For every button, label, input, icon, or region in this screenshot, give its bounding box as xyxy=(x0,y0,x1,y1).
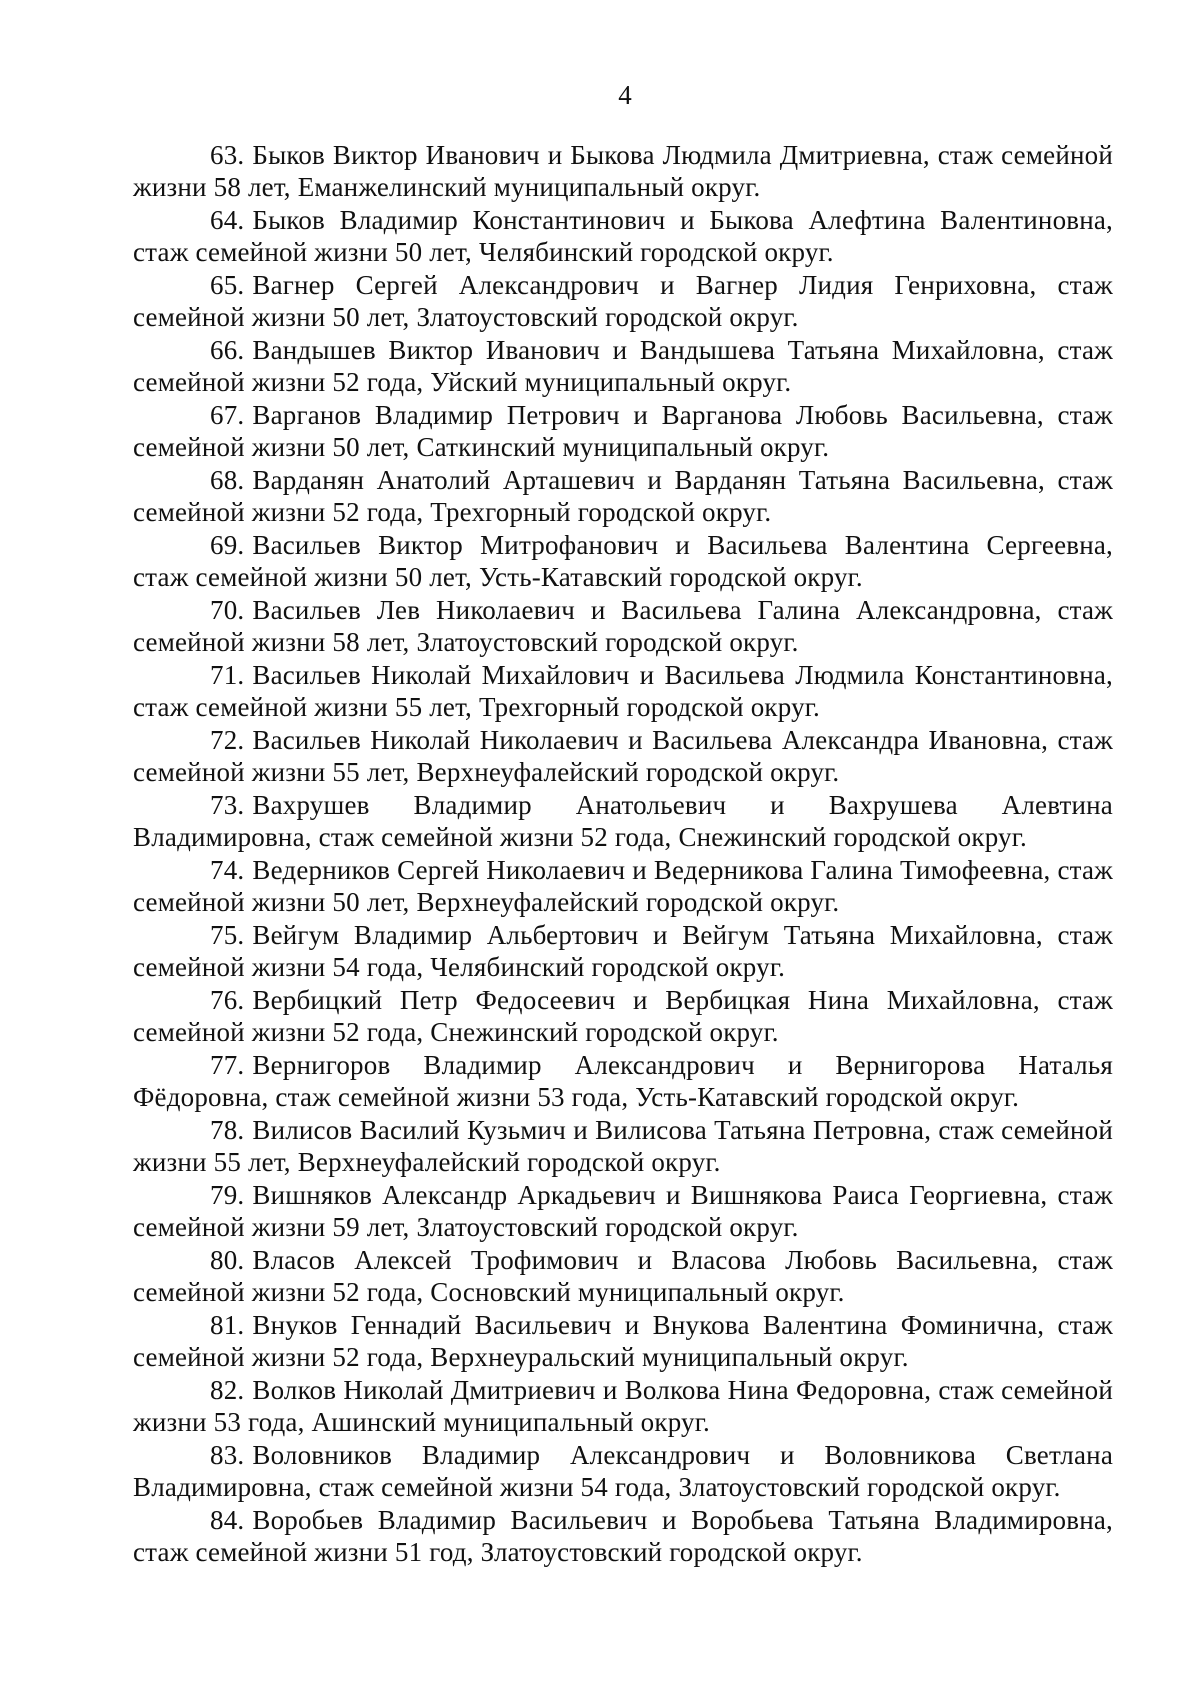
item-text: Воробьев Владимир Васильевич и Воробьева Татьяна Владимировна, стаж семейной жизни 51 год, Златоустовский городской округ. xyxy=(133,1505,1113,1567)
item-number: 65. xyxy=(210,270,245,300)
item-text: Вишняков Александр Аркадьевич и Вишнякова Раиса Георгиевна, стаж семейной жизни 59 лет, Златоустовский городской округ. xyxy=(133,1180,1113,1242)
item-text: Васильев Виктор Митрофанович и Васильева Валентина Сергеевна, стаж семейной жизни 50 лет, Усть-Катавский городской округ. xyxy=(133,530,1113,592)
item-number: 76. xyxy=(210,985,245,1015)
item-text: Власов Алексей Трофимович и Власова Любовь Васильевна, стаж семейной жизни 52 года, Сосновский муниципальный округ. xyxy=(133,1245,1113,1307)
item-number: 66. xyxy=(210,335,245,365)
item-number: 81. xyxy=(210,1310,245,1340)
item-number: 71. xyxy=(210,660,245,690)
item-number: 64. xyxy=(210,205,245,235)
item-text: Ведерников Сергей Николаевич и Ведерникова Галина Тимофеевна, стаж семейной жизни 50 лет, Верхнеуфалейский городской округ. xyxy=(133,855,1113,917)
list-item xyxy=(133,1114,1113,1178)
item-text: Васильев Лев Николаевич и Васильева Галина Александровна, стаж семейной жизни 58 лет, Златоустовский городской округ. xyxy=(133,595,1113,657)
list-item xyxy=(133,724,1113,788)
item-text: Вернигоров Владимир Александрович и Вернигорова Наталья Фёдоровна, стаж семейной жизни 53 года, Усть-Катавский городской округ. xyxy=(133,1050,1113,1112)
list-item xyxy=(133,464,1113,528)
list-item xyxy=(133,659,1113,723)
list-item xyxy=(133,1439,1113,1503)
list-item xyxy=(133,334,1113,398)
list-item xyxy=(133,1179,1113,1243)
item-number: 73. xyxy=(210,790,245,820)
list-item xyxy=(133,1504,1113,1568)
list-item xyxy=(133,269,1113,333)
list-item xyxy=(133,1374,1113,1438)
list-item xyxy=(133,1309,1113,1373)
item-text: Внуков Геннадий Васильевич и Внукова Валентина Фоминична, стаж семейной жизни 52 года, Верхнеуральский муниципальный округ. xyxy=(133,1310,1113,1372)
item-text: Вейгум Владимир Альбертович и Вейгум Татьяна Михайловна, стаж семейной жизни 54 года, Челябинский городской округ. xyxy=(133,920,1113,982)
item-text: Воловников Владимир Александрович и Воловникова Светлана Владимировна, стаж семейной жизни 54 года, Златоустовский городской округ. xyxy=(133,1440,1113,1502)
item-number: 74. xyxy=(210,855,245,885)
item-number: 75. xyxy=(210,920,245,950)
item-text: Вахрушев Владимир Анатольевич и Вахрушева Алевтина Владимировна, стаж семейной жизни 52 года, Снежинский городской округ. xyxy=(133,790,1113,852)
list-item xyxy=(133,789,1113,853)
item-text: Васильев Николай Михайлович и Васильева Людмила Константиновна, стаж семейной жизни 55 лет, Трехгорный городской округ. xyxy=(133,660,1113,722)
item-text: Вандышев Виктор Иванович и Вандышева Татьяна Михайловна, стаж семейной жизни 52 года, Уйский муниципальный округ. xyxy=(133,335,1113,397)
list-item xyxy=(133,1244,1113,1308)
item-number: 72. xyxy=(210,725,245,755)
item-text: Васильев Николай Николаевич и Васильева Александра Ивановна, стаж семейной жизни 55 лет, Верхнеуфалейский городской округ. xyxy=(133,725,1113,787)
item-number: 70. xyxy=(210,595,245,625)
item-text: Варданян Анатолий Арташевич и Варданян Татьяна Васильевна, стаж семейной жизни 52 года, Трехгорный городской округ. xyxy=(133,465,1113,527)
item-number: 69. xyxy=(210,530,245,560)
item-number: 77. xyxy=(210,1050,245,1080)
item-text: Вагнер Сергей Александрович и Вагнер Лидия Генриховна, стаж семейной жизни 50 лет, Златоустовский городской округ. xyxy=(133,270,1113,332)
item-text: Быков Виктор Иванович и Быкова Людмила Дмитриевна, стаж семейной жизни 58 лет, Еманжелинский муниципальный округ. xyxy=(133,140,1113,202)
item-number: 63. xyxy=(210,140,245,170)
page-number: 4 xyxy=(618,80,632,110)
list-item xyxy=(133,204,1113,268)
list-item xyxy=(133,139,1113,203)
list-item xyxy=(133,1049,1113,1113)
list-item xyxy=(133,399,1113,463)
item-text: Варганов Владимир Петрович и Варганова Любовь Васильевна, стаж семейной жизни 50 лет, Саткинский муниципальный округ. xyxy=(133,400,1113,462)
item-number: 84. xyxy=(210,1505,245,1535)
list-item xyxy=(133,594,1113,658)
list-item xyxy=(133,984,1113,1048)
item-number: 68. xyxy=(210,465,245,495)
item-number: 79. xyxy=(210,1180,245,1210)
list-item xyxy=(133,854,1113,918)
item-number: 83. xyxy=(210,1440,245,1470)
award-list xyxy=(133,139,1113,1569)
item-text: Вилисов Василий Кузьмич и Вилисова Татьяна Петровна, стаж семейной жизни 55 лет, Верхнеуфалейский городской округ. xyxy=(133,1115,1113,1177)
item-number: 78. xyxy=(210,1115,245,1145)
item-number: 82. xyxy=(210,1375,245,1405)
item-text: Вербицкий Петр Федосеевич и Вербицкая Нина Михайловна, стаж семейной жизни 52 года, Снежинский городской округ. xyxy=(133,985,1113,1047)
list-item xyxy=(133,919,1113,983)
item-number: 80. xyxy=(210,1245,245,1275)
item-number: 67. xyxy=(210,400,245,430)
list-item xyxy=(133,529,1113,593)
item-text: Волков Николай Дмитриевич и Волкова Нина Федоровна, стаж семейной жизни 53 года, Ашинский муниципальный округ. xyxy=(133,1375,1113,1437)
item-text: Быков Владимир Константинович и Быкова Алефтина Валентиновна, стаж семейной жизни 50 лет, Челябинский городской округ. xyxy=(133,205,1113,267)
